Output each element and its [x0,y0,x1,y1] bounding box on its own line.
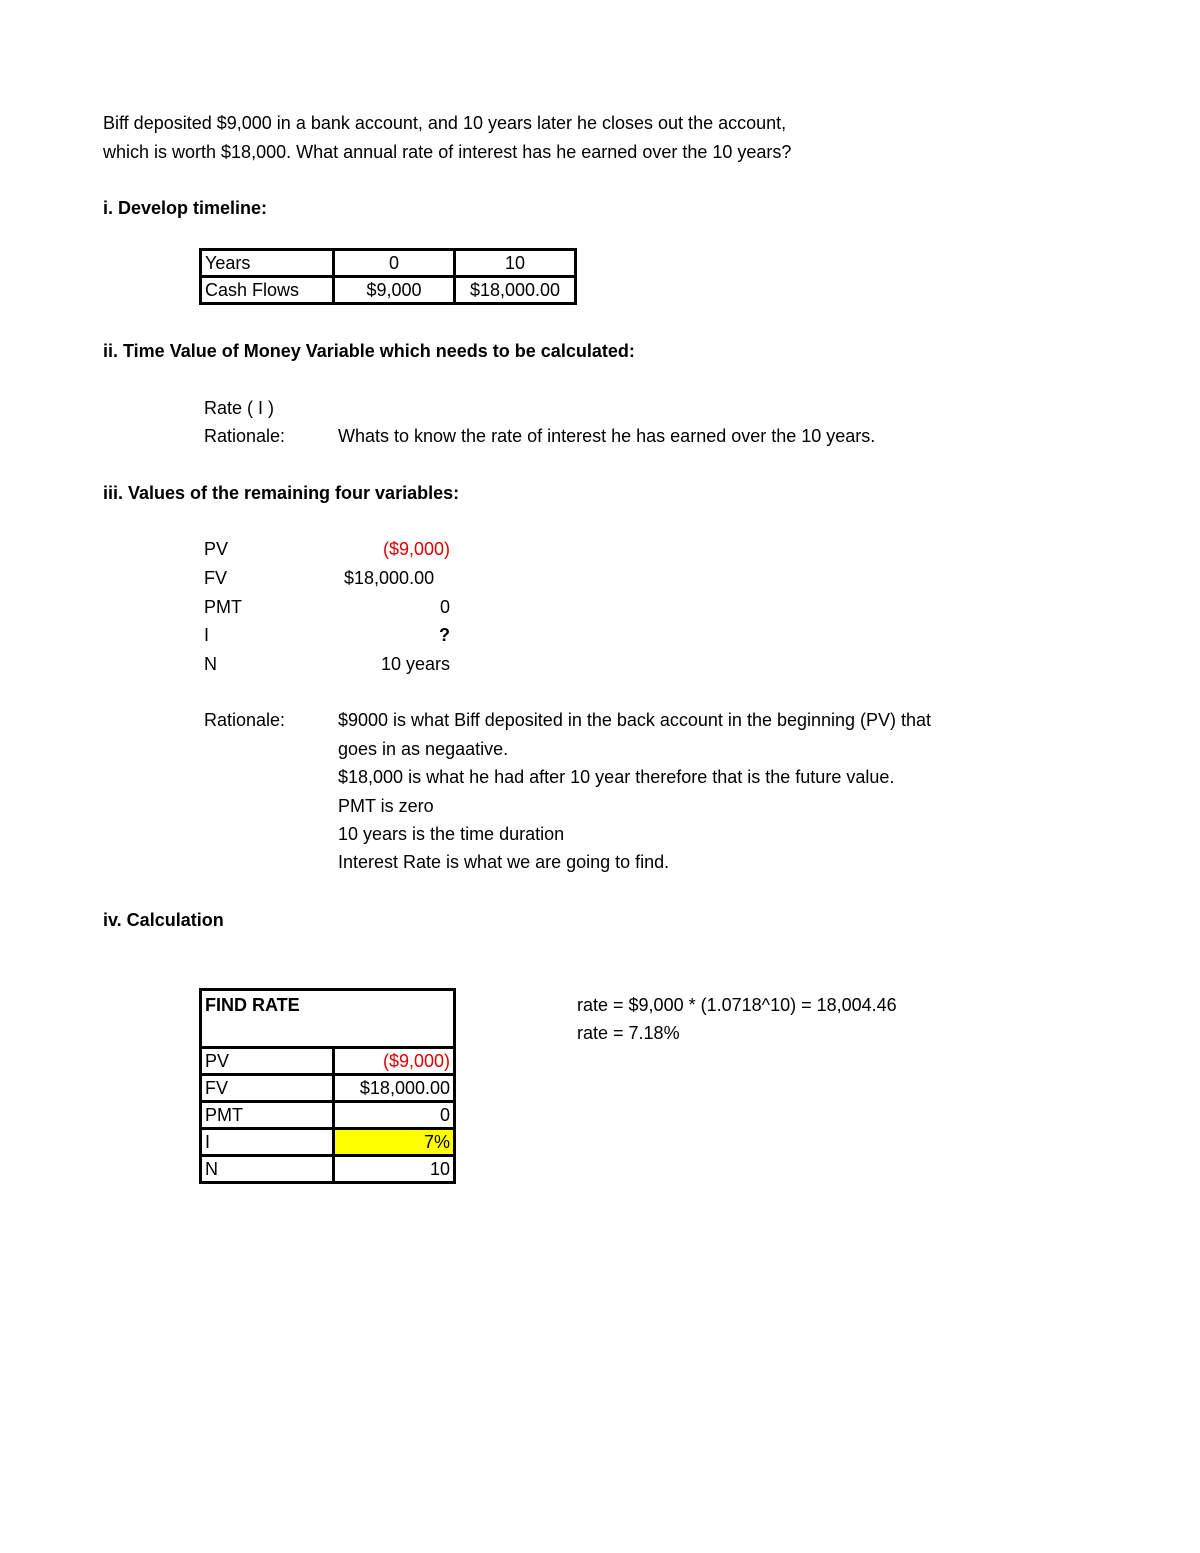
timeline-cell: Cash Flows [201,277,334,304]
variable-label-pv: PV [204,539,229,559]
find-rate-value: $18,000.00 [334,1075,455,1102]
timeline-cell: $18,000.00 [455,277,576,304]
table-row [201,1048,455,1075]
find-rate-value-highlighted: 7% [334,1129,455,1156]
find-rate-label: N [201,1156,334,1183]
variable-value-n: 10 years [380,654,450,674]
timeline-cell: 10 [455,250,576,277]
problem-line-1: Biff deposited $9,000 in a bank account, and 10 years later he closes out the account, [103,113,787,133]
find-rate-label: FV [201,1075,334,1102]
variable-label-pmt: PMT [204,597,242,617]
rationale-line: $18,000 is what he had after 10 year therefore that is the future value. [338,767,895,787]
table-row [201,277,576,304]
rationale-text: Whats to know the rate of interest he has earned over the 10 years. [338,426,876,446]
find-rate-title: FIND RATE [201,990,455,1048]
section-1-heading: i. Develop timeline: [103,198,268,218]
section-3-heading: iii. Values of the remaining four variables: [103,483,460,503]
table-row [201,1129,455,1156]
find-rate-label: PV [201,1048,334,1075]
variable-label-fv: FV [204,568,228,588]
variable-label-i: I [204,625,210,645]
rationale-line: 10 years is the time duration [338,824,565,844]
find-rate-value: 10 [334,1156,455,1183]
section-4-heading: iv. Calculation [103,910,224,930]
variable-value-fv: $18,000.00 [344,568,435,588]
variable-value-pmt: 0 [439,597,450,617]
formula-line-1: rate = $9,000 * (1.0718^10) = 18,004.46 [577,995,897,1015]
table-row [201,1102,455,1129]
timeline-cell: 0 [334,250,455,277]
variable-label-n: N [204,654,217,674]
table-row [201,250,576,277]
find-rate-label: I [201,1129,334,1156]
timeline-table [199,248,577,305]
table-row [201,990,455,1048]
variable-value-i: ? [439,625,450,645]
find-rate-value: 0 [334,1102,455,1129]
rationale-line: PMT is zero [338,796,434,816]
formula-line-2: rate = 7.18% [577,1023,680,1043]
table-row [201,1075,455,1102]
rationale-line: goes in as negaative. [338,739,509,759]
rationale-label: Rationale: [204,710,286,730]
timeline-cell: $9,000 [334,277,455,304]
rationale-line: Interest Rate is what we are going to find. [338,852,670,872]
variable-to-calculate: Rate ( I ) [204,398,275,418]
table-row [201,1156,455,1183]
timeline-cell: Years [201,250,334,277]
rationale-line: $9000 is what Biff deposited in the back account in the beginning (PV) that [338,710,932,730]
section-2-heading: ii. Time Value of Money Variable which needs to be calculated: [103,341,635,361]
find-rate-table [199,988,456,1184]
variable-value-pv: ($9,000) [382,539,450,559]
rationale-label: Rationale: [204,426,286,446]
find-rate-label: PMT [201,1102,334,1129]
problem-line-2: which is worth $18,000. What annual rate of interest has he earned over the 10 years? [103,142,792,162]
find-rate-value: ($9,000) [334,1048,455,1075]
